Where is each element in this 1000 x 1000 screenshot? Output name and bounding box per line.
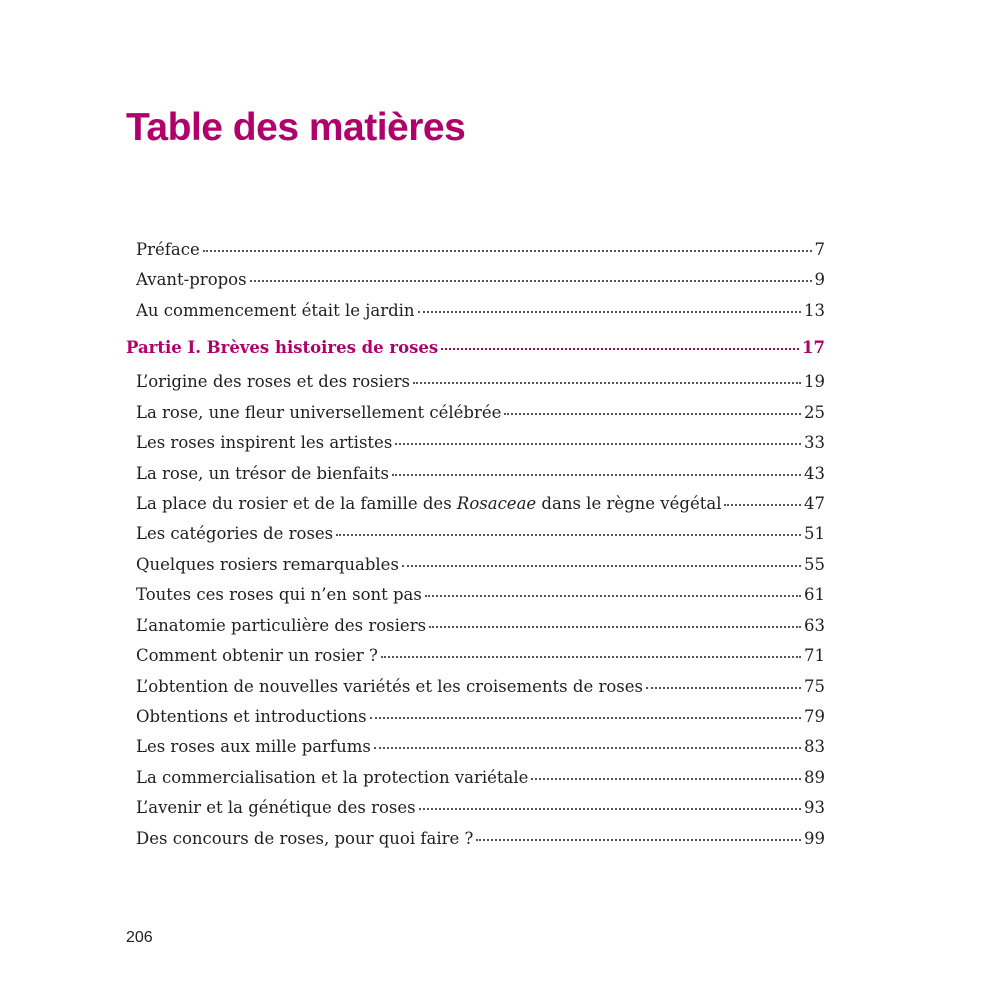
- toc-entry-title: La commercialisation et la protection variétale: [136, 768, 529, 787]
- toc-entry-title: Les roses aux mille parfums: [136, 737, 371, 756]
- dot-leader: [203, 250, 812, 252]
- dot-leader: [429, 626, 801, 628]
- toc-entry-page: 13: [804, 301, 825, 320]
- toc-entry: [136, 765, 825, 791]
- toc-entry-page: 25: [804, 403, 825, 422]
- toc-entry-page: 55: [804, 555, 825, 574]
- toc-entry-page: 79: [804, 707, 825, 726]
- toc-entry-page: 93: [804, 798, 825, 817]
- toc-part-page: 17: [802, 338, 825, 357]
- toc-entry-title: [136, 491, 721, 517]
- toc-entry-title-end: dans le règne végétal: [536, 494, 722, 513]
- dot-leader: [392, 474, 801, 476]
- toc-entry-page: 9: [814, 270, 825, 289]
- toc-entry-page: 33: [804, 433, 825, 452]
- toc-entry-title: L’obtention de nouvelles variétés et les croisements de roses: [136, 677, 643, 696]
- page-title: Table des matières: [126, 106, 466, 149]
- toc-entry-title: Comment obtenir un rosier ?: [136, 646, 378, 665]
- toc-entry: [136, 826, 825, 852]
- dot-leader: [425, 595, 801, 597]
- toc-entry-title-start: La place du rosier et de la famille des: [136, 494, 457, 513]
- dot-leader: [381, 656, 801, 658]
- toc-part-title: Partie I. Brèves histoires de roses: [126, 338, 439, 357]
- dot-leader: [724, 504, 801, 506]
- dot-leader: [476, 839, 801, 841]
- toc-entry: [136, 704, 825, 730]
- toc-entry-page: 89: [804, 768, 825, 787]
- dot-leader: [413, 382, 801, 384]
- toc-entry: [136, 237, 825, 263]
- toc-entry-page: 7: [814, 240, 825, 259]
- toc-entry-title: Au commencement était le jardin: [136, 301, 415, 320]
- dot-leader: [250, 280, 812, 282]
- toc-entry-title: Les roses inspirent les artistes: [136, 433, 393, 452]
- toc-entry-title: L’avenir et la génétique des roses: [136, 798, 416, 817]
- toc-entry-title: Quelques rosiers remarquables: [136, 555, 399, 574]
- toc-entry-page: 75: [804, 677, 825, 696]
- dot-leader: [374, 747, 801, 749]
- toc-entry-title: Préface: [136, 240, 200, 259]
- dot-leader: [419, 808, 801, 810]
- toc-entry: [136, 430, 825, 456]
- toc-entry-title: Avant-propos: [136, 270, 247, 289]
- toc-entry: [136, 734, 825, 760]
- toc-entry-page: 61: [804, 585, 825, 604]
- dot-leader: [418, 311, 801, 313]
- toc-entry-page: 71: [804, 646, 825, 665]
- toc-entry-title: L’origine des roses et des rosiers: [136, 372, 410, 391]
- toc-entry: [136, 552, 825, 578]
- dot-leader: [504, 413, 801, 415]
- toc-entry-page: 19: [804, 372, 825, 391]
- toc-entry-title: Toutes ces roses qui n’en sont pas: [136, 585, 422, 604]
- dot-leader: [395, 443, 801, 445]
- dot-leader: [646, 687, 801, 689]
- toc-entry: [136, 267, 825, 293]
- toc-entry: [136, 643, 825, 669]
- toc-entry: [136, 491, 825, 517]
- toc-part-heading: [126, 335, 825, 361]
- toc-entry: [136, 674, 825, 700]
- toc-entry-title: Obtentions et introductions: [136, 707, 367, 726]
- toc-entry: [136, 795, 825, 821]
- toc-entry-page: 83: [804, 737, 825, 756]
- toc-entry-page: 43: [804, 464, 825, 483]
- toc-entry-page: 63: [804, 616, 825, 635]
- toc-entry: [136, 400, 825, 426]
- toc-entry: [136, 298, 825, 324]
- dot-leader: [336, 534, 801, 536]
- toc-entry-title: La rose, une fleur universellement célébrée: [136, 403, 502, 422]
- dot-leader: [531, 778, 801, 780]
- toc-entry: [136, 582, 825, 608]
- toc-entry-title: Des concours de roses, pour quoi faire ?: [136, 829, 474, 848]
- toc-entry-page: 47: [804, 494, 825, 513]
- toc-entry: [136, 613, 825, 639]
- toc-entry-page: 99: [804, 829, 825, 848]
- dot-leader: [402, 565, 801, 567]
- toc-entry: [136, 521, 825, 547]
- dot-leader: [370, 717, 801, 719]
- toc-entry-title: Les catégories de roses: [136, 524, 334, 543]
- toc-entry-title-italic: Rosaceae: [456, 494, 537, 513]
- page-number: 206: [126, 929, 153, 946]
- toc-entry: [136, 461, 825, 487]
- toc-entry: [136, 369, 825, 395]
- toc-entry-title: L’anatomie particulière des rosiers: [136, 616, 427, 635]
- toc-entry-title: La rose, un trésor de bienfaits: [136, 464, 390, 483]
- dot-leader: [441, 348, 799, 350]
- toc-entry-page: 51: [804, 524, 825, 543]
